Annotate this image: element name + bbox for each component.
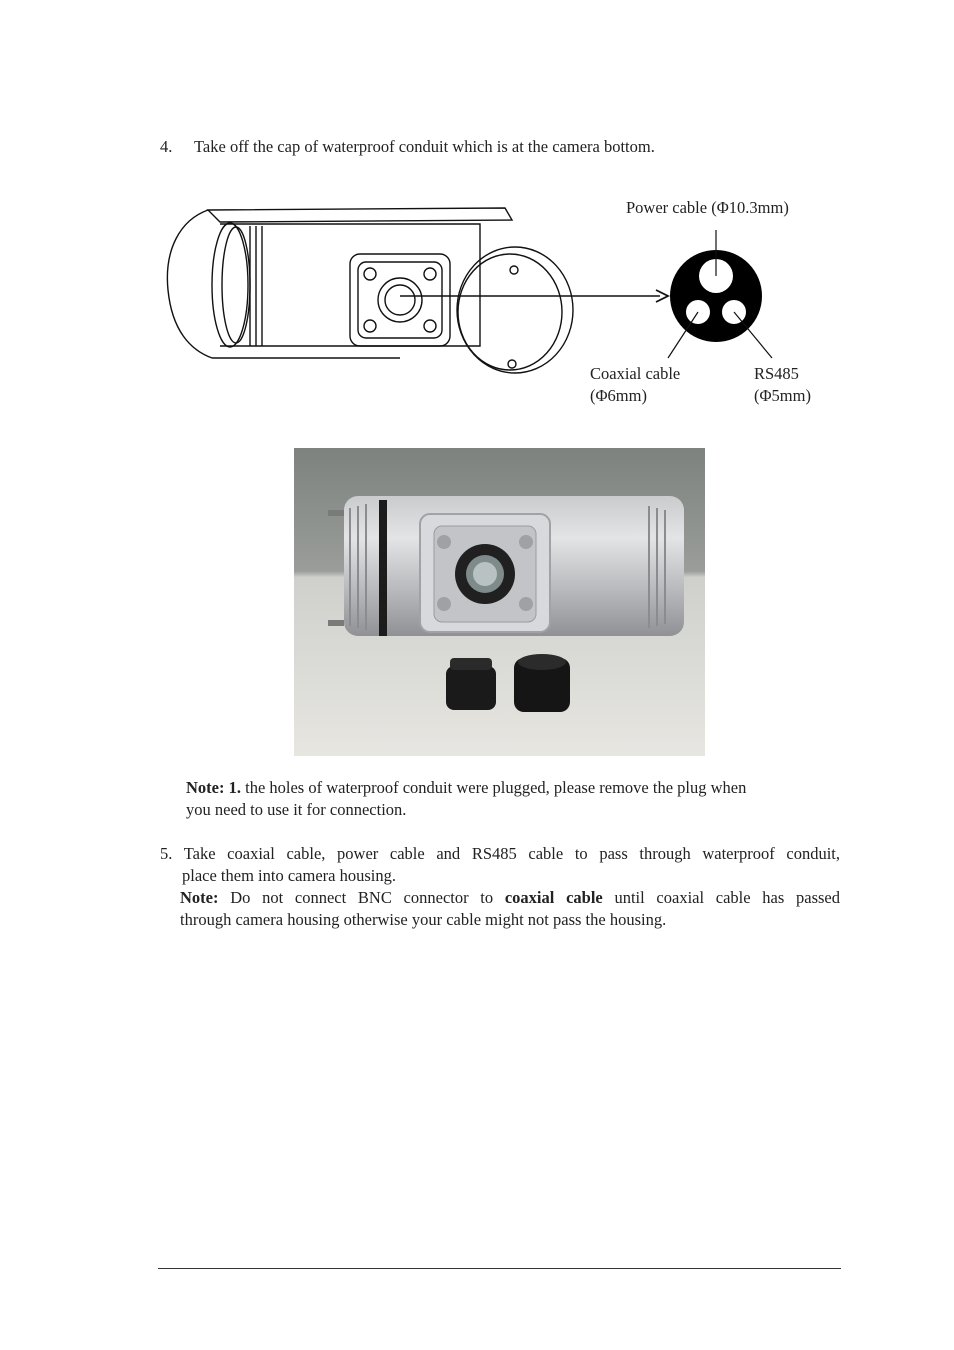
step-5 [160,843,840,931]
step-4-text: Take off the cap of waterproof conduit which is at the camera bottom. [194,137,655,156]
coaxial-cable-label-line1: Coaxial cable [590,364,681,383]
step-5-note-part1: Do not connect BNC connector to [218,888,505,907]
coaxial-cable-label [590,363,680,407]
step-5-note-prefix: Note: [180,888,219,907]
footer-divider [158,1268,841,1269]
step-4-number: 4. [160,137,173,156]
step-5-note-part2: until coaxial cable has passed [602,888,840,907]
camera-housing-photo [294,448,705,756]
note-1-line1: the holes of waterproof conduit were plugged, please remove the plug when [240,778,747,797]
rs485-label-line2: (Φ5mm) [754,386,811,405]
step-5-line2: place them into camera housing. [182,866,396,885]
step-5-note-line1 [160,887,840,909]
rs485-label-line1: RS485 [754,364,799,383]
coaxial-cable-label-line2: (Φ6mm) [590,386,647,405]
camera-housing-drawing [160,190,840,420]
step-5-line1: 5. Take coaxial cable, power cable and RS485 cable to pass through waterproof conduit, [160,844,840,863]
note-1-line2: you need to use it for connection. [186,800,407,819]
power-cable-label: Power cable (Φ10.3mm) [626,198,789,217]
note-1-prefix: Note: 1. [186,778,241,797]
rs485-label [754,363,811,407]
note-1 [186,777,846,821]
step-4 [160,136,655,158]
step-5-note-line2: through camera housing otherwise your cable might not pass the housing. [180,910,667,929]
step-5-note-bold: coaxial cable [504,888,603,907]
